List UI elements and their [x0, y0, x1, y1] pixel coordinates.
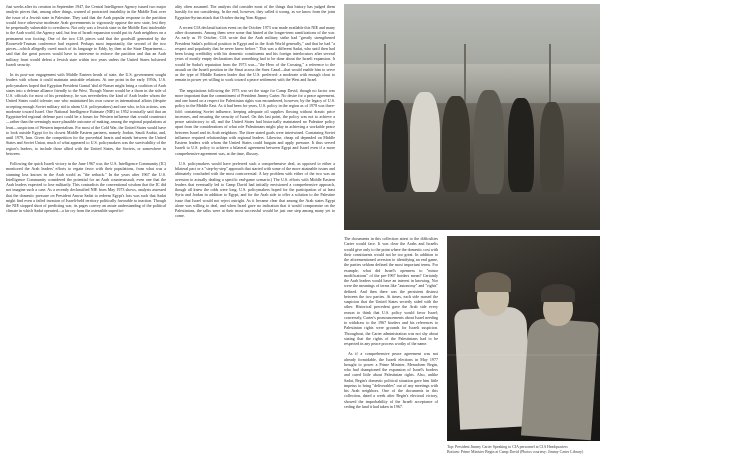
text-column-3 — [344, 236, 438, 456]
photo-desert-crowd — [344, 4, 600, 230]
photo-tent — [344, 64, 600, 104]
photo-figure — [442, 96, 470, 192]
photo-figure — [410, 92, 440, 192]
photo-hair-carter — [475, 272, 511, 292]
photo-figure-begin — [521, 318, 599, 441]
photo-figure — [474, 90, 504, 194]
text-column-2 — [175, 4, 335, 465]
paragraph: U.S. policymakers would have preferred such a comprehensive deal, as opposed to either a bilateral pact or a "step-by-step" approach that started with some of the more attainable issues and ultimately concluded with the most controversial. A key problem with either of the two was an aversion to actually dealing a specific end-game scenario.) The U.S. efforts with Middle Eastern leaders that eventually led to Camp David had initially envisioned a comprehensive approach, though all knew the odds were long. U.S. policymakers hoped for the participation of at least Syria and Jordan in addition to Egypt, and for the Arab side to offer a solution to the Palestine issue that Israel would not reject outright. As it became clear that among the Arab states Egypt alone was willing to deal, and when Israel gave no indication that it would compromise on the Palestinians, the talks were at their most successful would be just one step among many yet to come. — [175, 160, 335, 219]
photo-hair-begin — [541, 284, 575, 302]
photo-caption — [447, 445, 600, 456]
page-columns — [6, 4, 746, 465]
paragraph: The documents in this collection attest to the difficulties Carter would face. It was clear the Arabs and Israelis would give only to the point where the domestic cost with their constituents would not be too great. In addition to the aforementioned aversion to identifying an end game, the parties seldom defined the most important terms. For example, what did Israel's openness to "minor modifications" of the pre-1967 borders mean? Certainly the Arab leaders would have an interest in knowing. Nor were the meanings of terms like "autonomy" and "rights" defined. And then there was the persistent distrust between the two parties. At times, each side nursed the suspicion that the United States secretly sided with the other. Historical precedent gave the Arab side every reason to think that U.S. policy would favor Israel; conversely, Carter's pronouncements about Israel needing to withdraw to the 1967 borders and his references to Palestinian rights were grounds for Israeli suspicion. Throughout, the Carter administration was not shy about stating that the rights of the Palestinians had to be respected in any peace process worthy of the name. — [344, 236, 438, 346]
paragraph: Following the quick Israeli victory in the June 1967 war, the U.S. Intelligence Community (IC) monitored the Arab leaders' efforts to regain favor with their populations, from what was a stunning loss known in the Arab world as "the setback." In the years after 1967 the U.S. Intelligence Community considered the potential for an Arab counterassault, even one that the Arab leaders expected to lose militarily. This contradicts the conventional wisdom that the IC did not imagine such a case. As a recently declassified NIE from May 1973 shows, analysts assessed that the domestic pressure on President Anwar Sadat to redeem Egypt's loss was such that Sadat might find even a failed invasion of Israeli-held territory politically favorable to inaction. Though the NIE stopped short of predicting war, its pages convey an astute understanding of the political climate in which Sadat operated—a far cry from the ostensible superfici- — [6, 161, 166, 214]
lower-content-row — [344, 236, 600, 456]
text-column-1 — [6, 4, 166, 465]
photo-figure — [382, 100, 408, 192]
photo-carter-begin — [447, 236, 600, 441]
paragraph: The negotiations following the 1973 war set the stage for Camp David, though no factor was more important than the commitment of President Jimmy Carter. No desire for a peace agreement, and one based on a respect for Palestinian rights was encumbered, however, by the legacy of U.S. policy in the Middle East. As it had been for years, U.S. policy in the region as of 1978 was three-fold: containing Soviet influence, keeping adequate oil supplies flowing without drastic price increases, and ensuring the security of Israel. On this last point, the policy was not to achieve a peace satisfactory to all, and the United States had historically maintained no Palestine policy apart from the considerations of what role Palestinians might play in achieving a workable peace between Israel and its Arab neighbors. The three stated goals were intertwined. Containing Soviet influence required relationships with regional leaders. Likewise, cheap oil depended on Middle Eastern leaders with whom the United States could bargain and apply pressure. It thus served Israeli to U.S. policy to achieve a bilateral agreement between Egypt and Israel even if a more comprehensive agreement was, at the time, illusory. — [175, 87, 335, 156]
photo-divider — [447, 354, 600, 356]
right-column — [344, 4, 600, 465]
paragraph: In its post-war engagement with Middle Eastern heads of state, the U.S. government sought leaders with whom it could maintain amicable relations. At one point in the early 1950s, U.S. policymakers hoped that Egyptian President Gamal 'abd al-Nasser might bring a coalition of Arab states into a defense alliance friendly to the West. Though Nasser would be a thorn in the side of U.S. officials for most of his presidency, he was nevertheless the kind of Arab leader whom the United States could tolerate; one who maintained his own course in international affairs (despite accepting enough Soviet military aid to alarm U.S. policymakers) and one who, in his actions, was moderate toward Israel. One National Intelligence Estimate (NIE) in 1952 ironically said that an Egyptian-led regional defense pact could be a forum for Western influence that would counteract—rather than the seemingly more plausible outcome of making, among the regional populations at least—suspicions of Western imperialism. For most of the Cold War, the United States would have to look outside Egypt for its closest Middle Eastern partners, namely Jordan, Saudi Arabia, and, until 1979, Iran. Given the competition for the proverbial hearts and minds between the United States and Soviet Union, much of what appeared to U.S. policymakers was the survivability of the region's leaders, to include those allied with the United States, the Soviets, or somewhere in between. — [6, 72, 166, 156]
photo-pole — [384, 44, 386, 114]
caption-line-bottom: Bottom: Prime Minister Begin at Camp David (Photos courtesy: Jimmy Carter Library) — [447, 450, 584, 455]
photo-figure — [540, 102, 564, 192]
caption-line-top: Top: President Jimmy Carter Speaking to CIA personnel at CIA Headquarters — [447, 445, 568, 449]
paragraph: Just weeks after its creation in September 1947, the Central Intelligence Agency issued two major analytic pieces that, among other things, warned of protracted instability in the Middle East over the issue of a Jewish state in Palestine. They said that the Arab popular response to the partition would force otherwise moderate Arab governments to vigorously oppose the new state, lest they be perpetually vulnerable to overthrow. Not only was a Jewish state in the Middle East intolerable to the Arab world, the Agency said, but fear of Israeli expansion would put its Arab neighbors on a permanent war footing. One of the two CIA pieces said that the goodwill generated by the Roosevelt-Truman conference had expired. Perhaps most importantly, the second of the two pieces—which allegedly owed much of its language to Eddy, by then at the State Department—said that the great powers would have to intervene to enforce the partition and that an Arab military front would defeat a Jewish state within two years unless the United States bolstered Israeli security. — [6, 4, 166, 67]
paragraph: A recent CIA declassification event on the October 1973 war made available this NIE and many other documents. Among them were some that hinted at the longer-term ramifications of the war. As early as 19 October, CIA wrote that the Arab military strike had "greatly strengthened President Sadat's political position in Egypt and in the Arab World generally," and that he had "a respect and popularity that he never knew before." This was a different Sadat, who until then had been losing credibility with his domestic constituents and his foreign interlocutors after several years of mostly empty declarations that something had to be done about the Israeli expansion. It would be Sadat's reputation from the 1973 war—"the Hero of the Crossing," a reference to the assault on the Israeli position in the Sinai across the Suez Canal—that would enable him to serve as the type of Middle Eastern leader that the U.S. preferred: a moderate with enough clout to remain in power yet willing to work toward a peace settlement with the West and Israel. — [175, 24, 335, 83]
paragraph: ality often assumed. The analysts did consider most of the things that history has judged them harshly for not considering. In the end, however, they called it wrong, as we know from the joint Egyptian-Syrian attack that October during Yom Kippur. — [175, 4, 335, 20]
paragraph: As if a comprehensive peace agreement was not already formidable, the Israeli elections in May 1977 brought to power a Prime Minister, Menachem Begin, who had championed the expansion of Israel's borders and cared little about Palestinian rights. Also, unlike Sadat, Begin's domestic political situation gave him little impetus to bring "deliverables" out of any meetings with his Arab neighbors. One of the documents in this collection, dated a week after Begin's electoral victory, showed the improbability of the Israeli acceptance of ceding the land it had taken in 1967. — [344, 351, 438, 409]
photo-figure-carter — [454, 306, 532, 430]
photo-figure — [508, 98, 534, 192]
photo-column — [447, 236, 600, 456]
